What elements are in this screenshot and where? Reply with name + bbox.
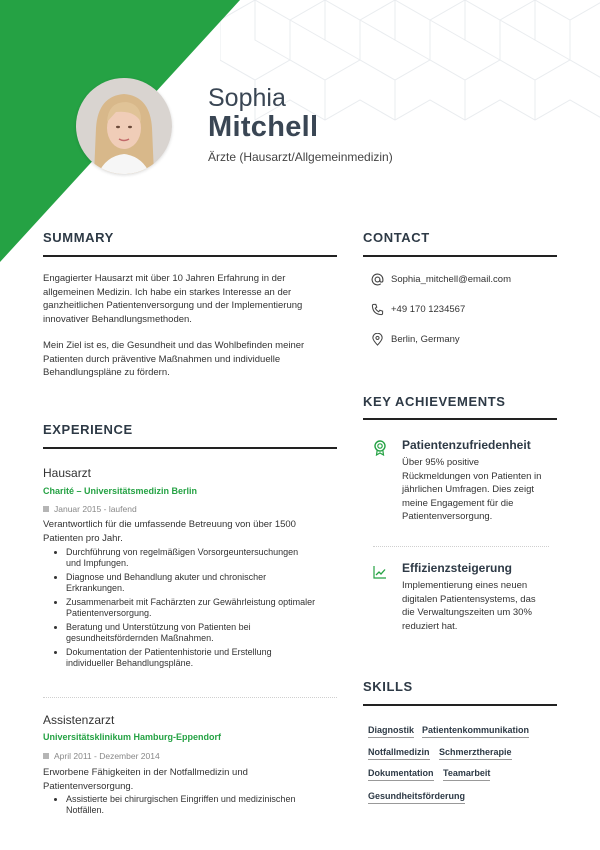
job-1-employer: Charité – Universitätsmedizin Berlin (43, 486, 198, 496)
achievements-heading: KEY ACHIEVEMENTS (363, 394, 506, 409)
list-item: Assistierte bei chirurgischen Eingriffen und medizinischen Notfällen. (66, 794, 356, 816)
phone-icon (371, 303, 384, 316)
achievement-2-description: Implementierung eines neuen digitalen Patientensystems, das die Verwaltungszeiten um 30% reduziert hat. (402, 580, 536, 632)
achievement-1-description: Über 95% positive Rückmeldungen von Patienten in jährlichen Umfragen. Dies zeigt meine Engagement für die Patientenversorgung. (402, 457, 542, 522)
achievement-2-title: Effizienzsteigerung (402, 561, 513, 575)
job-1-role: Hausarzt (43, 466, 92, 480)
list-item: Diagnose und Behandlung akuter und chronischer Erkrankungen. (66, 572, 356, 594)
last-name: Mitchell (208, 111, 319, 143)
trend-chart-icon (373, 565, 387, 579)
contact-heading: CONTACT (363, 230, 430, 245)
achievement-1-title: Patientenzufriedenheit (402, 438, 531, 452)
calendar-icon (43, 506, 49, 512)
contact-location: Berlin, Germany (371, 333, 460, 346)
skills-divider (363, 704, 557, 706)
job-1-dates: Januar 2015 - laufend (43, 504, 137, 514)
job-1-description: Verantwortlich für die umfassende Betreuung von über 1500 Patienten pro Jahr. (43, 519, 296, 544)
summary-paragraph-1: Engagierter Hausarzt mit über 10 Jahren Erfahrung in der allgemeinen Medizin. Ich habe ein starkes Interesse an der ganzheitlichen Patientenversorgung und der Implementierung innovativer Behandlungsmethoden. (43, 273, 303, 325)
award-icon (373, 440, 387, 456)
first-name: Sophia (208, 84, 286, 112)
contact-divider (363, 255, 557, 257)
skill-tag: Notfallmedizin (368, 747, 430, 760)
job-1-bullets (43, 547, 356, 672)
at-icon (371, 273, 384, 286)
skill-tag: Gesundheitsförderung (368, 791, 465, 804)
job-2-employer: Universitätsklinikum Hamburg-Eppendorf (43, 732, 222, 742)
experience-heading: EXPERIENCE (43, 422, 133, 437)
job-2-role: Assistenzarzt (43, 713, 115, 727)
skill-tag: Patientenkommunikation (422, 725, 529, 738)
contact-phone[interactable]: +49 170 1234567 (371, 303, 465, 316)
summary-paragraph-2: Mein Ziel ist es, die Gesundheit und das Wohlbefinden meiner Patienten durch präventive Maßnahmen und individuelle Behandlungspläne zu fördern. (43, 340, 305, 378)
job-separator (43, 697, 337, 698)
list-item: Dokumentation der Patientenhistorie und Erstellung individueller Behandlungspläne. (66, 647, 356, 669)
list-item: Zusammenarbeit mit Fachärzten zur Gewährleistung optimaler Patientenversorgung. (66, 597, 356, 619)
achievement-separator (373, 546, 549, 547)
job-2-description: Erworbene Fähigkeiten in der Notfallmedizin und Patientenversorgung. (43, 767, 248, 792)
skill-tag: Schmerztherapie (439, 747, 512, 760)
job-2-bullets (43, 794, 356, 819)
achievements-divider (363, 418, 557, 420)
skills-heading: SKILLS (363, 679, 413, 694)
list-item: Beratung und Unterstützung von Patienten bei gesundheitsfördernden Maßnahmen. (66, 622, 356, 644)
map-pin-icon (371, 333, 384, 346)
job-2-dates: April 2011 - Dezember 2014 (43, 751, 160, 761)
summary-heading: SUMMARY (43, 230, 114, 245)
profile-photo (76, 78, 172, 174)
experience-divider (43, 447, 337, 449)
job-title: Ärzte (Hausarzt/Allgemeinmedizin) (208, 150, 393, 164)
list-item: Durchführung von regelmäßigen Vorsorgeuntersuchungen und Impfungen. (66, 547, 356, 569)
skill-tag: Dokumentation (368, 768, 434, 781)
contact-email[interactable]: Sophia_mitchell@email.com (371, 273, 511, 286)
skill-tag: Teamarbeit (443, 768, 490, 781)
calendar-icon (43, 753, 49, 759)
skill-tag: Diagnostik (368, 725, 414, 738)
summary-divider (43, 255, 337, 257)
